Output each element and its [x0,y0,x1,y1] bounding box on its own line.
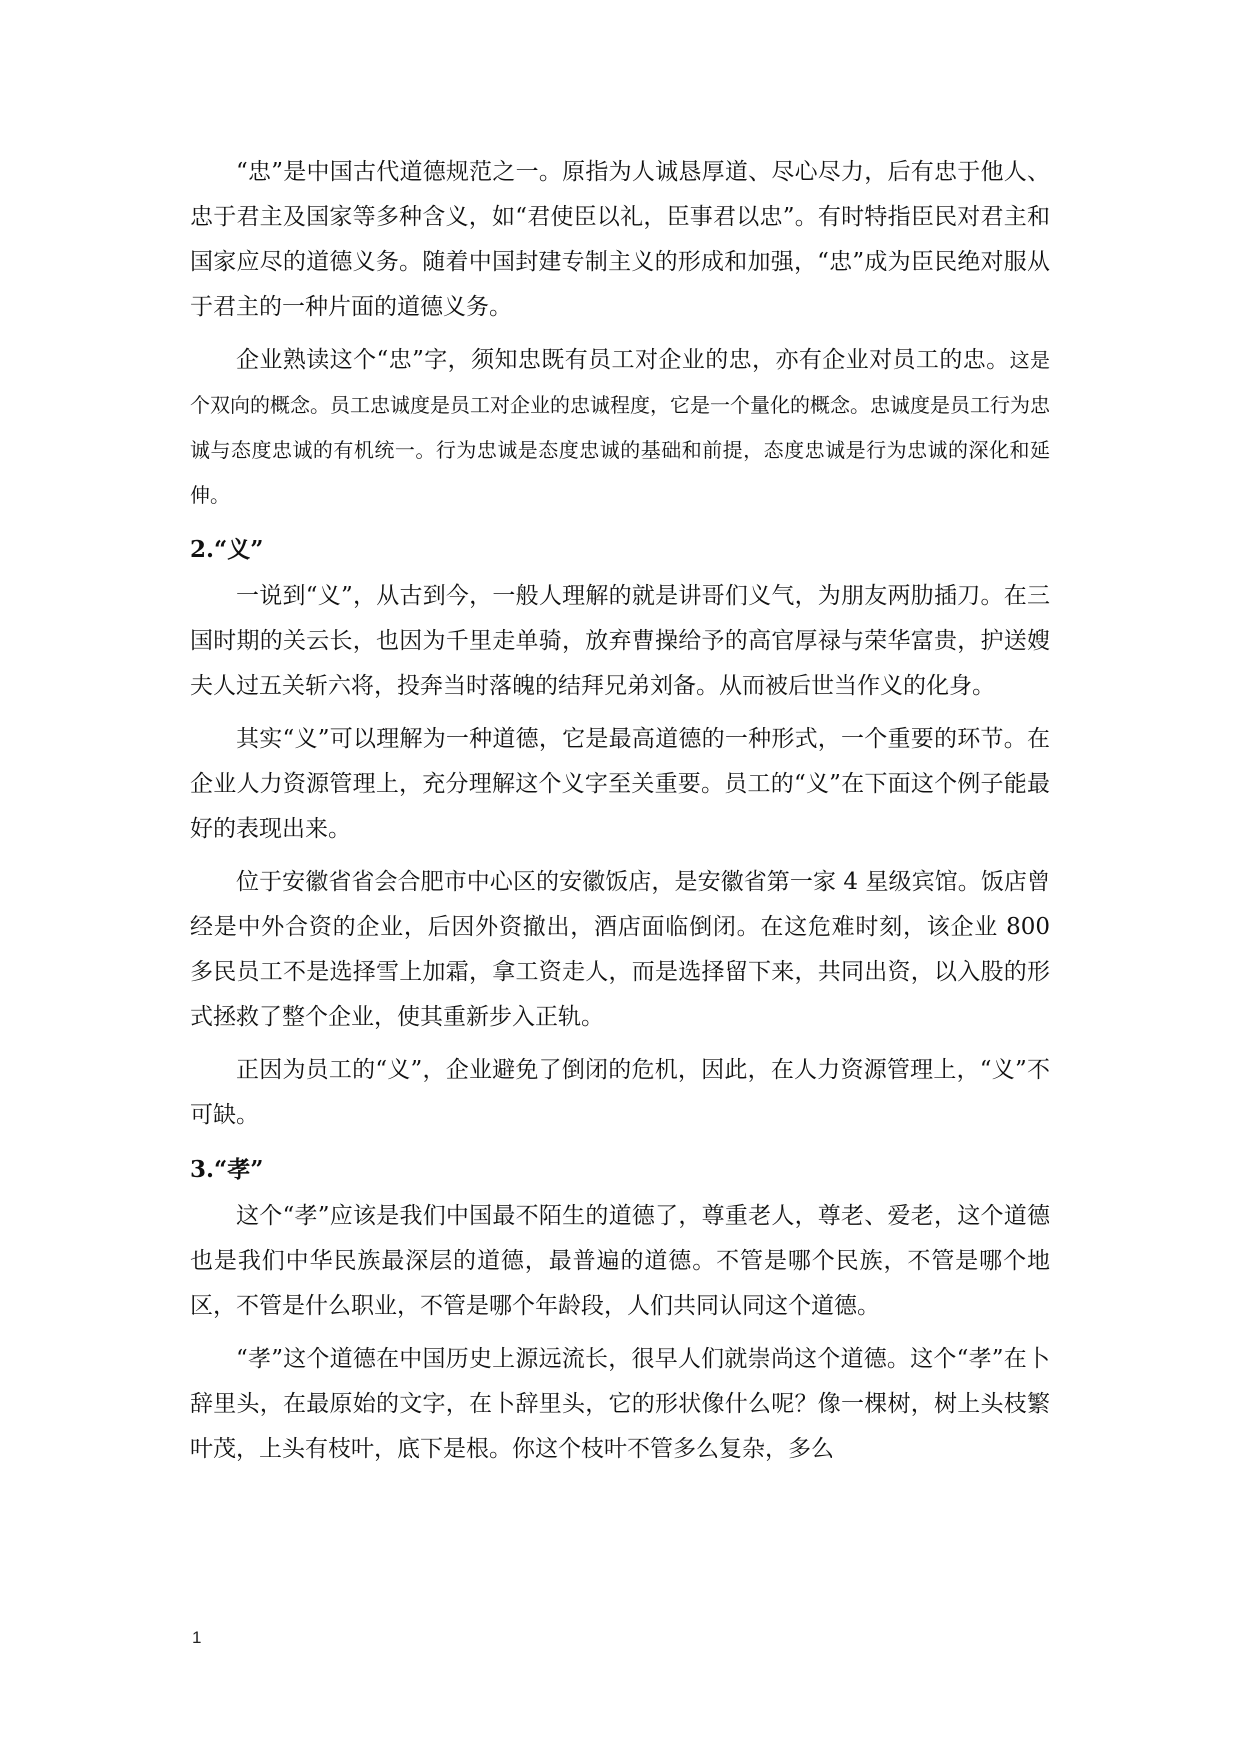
paragraph-loyalty-enterprise [190,338,1050,518]
section-heading-righteousness: 2.“义” [190,536,264,563]
paragraph-filial-piety-history: “孝”这个道德在中国历史上源远流长，很早人们就崇尚这个道德。这个“孝”在卜辞里头，在最原始的文字，在卜辞里头，它的形状像什么呢？像一棵树，树上头枝繁叶茂，上头有枝叶，底下是根。你这个枝叶不管多么复杂，多么 [190,1346,1050,1462]
paragraph-righteousness-intro: 一说到“义”，从古到今，一般人理解的就是讲哥们义气，为朋友两肋插刀。在三国时期的关云长，也因为千里走单骑，放弃曹操给予的高官厚禄与荣华富贵，护送嫂夫人过五关斩六将，投奔当时落魄的结拜兄弟刘备。从而被后世当作义的化身。 [190,583,1050,699]
paragraph-righteousness-conclusion: 正因为员工的“义”，企业避免了倒闭的危机，因此，在人力资源管理上，“义”不可缺。 [190,1057,1050,1128]
paragraph-loyalty-definition: “忠”是中国古代道德规范之一。原指为人诚恳厚道、尽心尽力，后有忠于他人、忠于君主及国家等多种含义，如“君使臣以礼，臣事君以忠”。有时特指臣民对君主和国家应尽的道德义务。随着中国封建专制主义的形成和加强，“忠”成为臣民绝对服从于君主的一种片面的道德义务。 [190,159,1050,320]
paragraph-loyalty-enterprise-detail: 这是个双向的概念。员工忠诚度是员工对企业的忠诚程度，它是一个量化的概念。忠诚度是员工行为忠诚与态度忠诚的有机统一。行为忠诚是态度忠诚的基础和前提，态度忠诚是行为忠诚的深化和延伸。 [190,348,1050,507]
page-number: 1 [192,1628,202,1647]
paragraph-righteousness-morality: 其实“义”可以理解为一种道德，它是最高道德的一种形式，一个重要的环节。在企业人力资源管理上，充分理解这个义字至关重要。员工的“义”在下面这个例子能最好的表现出来。 [190,726,1050,842]
document-body [190,150,1050,1472]
section-heading-filial-piety: 3.“孝” [190,1156,264,1183]
paragraph-filial-piety-intro: 这个“孝”应该是我们中国最不陌生的道德了，尊重老人，尊老、爱老，这个道德也是我们中华民族最深层的道德，最普遍的道德。不管是哪个民族，不管是哪个地区，不管是什么职业，不管是哪个年龄段，人们共同认同这个道德。 [190,1203,1050,1319]
paragraph-loyalty-enterprise-lead: 企业熟读这个“忠”字，须知忠既有员工对企业的忠，亦有企业对员工的忠。 [236,347,1010,373]
paragraph-anhui-hotel-example: 位于安徽省省会合肥市中心区的安徽饭店，是安徽省第一家 4 星级宾馆。饭店曾经是中外合资的企业，后因外资撤出，酒店面临倒闭。在这危难时刻，该企业 800 多民员工不是选择雪上加霜，拿工资走人，而是选择留下来，共同出资，以入股的形式拯救了整个企业，使其重新步入正轨。 [190,869,1050,1030]
